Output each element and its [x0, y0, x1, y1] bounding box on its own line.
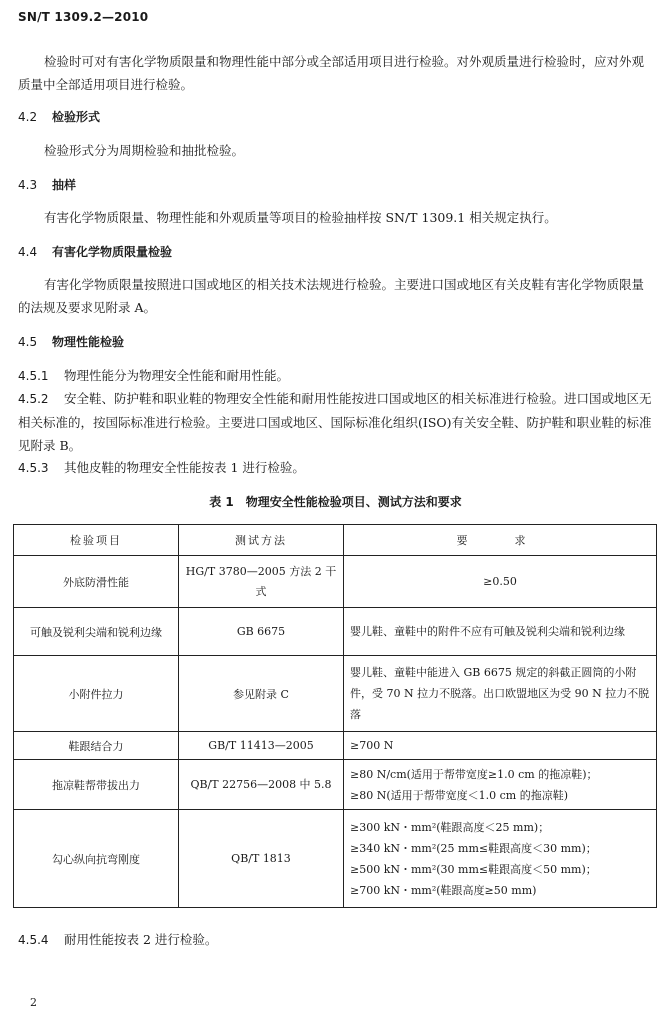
section-4-3-heading: [18, 176, 76, 193]
cell-requirement: [344, 760, 657, 810]
requirement-line: ≥700 kN・mm²(鞋跟高度≥50 mm): [350, 883, 537, 897]
cell-method: QB/T 22756—2008 中 5.8: [179, 760, 344, 810]
section-4-4-text: 有害化学物质限量按照进口国或地区的相关技术法规进行检验。主要进口国或地区有关皮鞋有害化学物质限量的法规及要求见附录 A。: [18, 277, 645, 315]
section-title: 抽样: [52, 178, 77, 192]
section-title: 物理性能检验: [52, 335, 125, 349]
intro-paragraph: 检验时可对有害化学物质限量和物理性能中部分或全部适用项目进行检验。对外观质量进行检验时，应对外观质量中全部适用项目进行检验。: [18, 54, 645, 92]
cell-method: GB/T 11413—2005: [179, 732, 344, 760]
table-header-row: [14, 525, 657, 556]
clause-text: 耐用性能按表 2 进行检验。: [64, 932, 218, 947]
cell-requirement: [344, 810, 657, 908]
cell-requirement: ≥0.50: [344, 556, 657, 608]
section-title: 有害化学物质限量检验: [52, 245, 173, 259]
cell-item: 外底防滑性能: [14, 556, 179, 608]
clause-text: 其他皮鞋的物理安全性能按表 1 进行检验。: [64, 460, 305, 475]
section-number: 4.2: [18, 110, 38, 124]
section-4-2-heading: [18, 108, 100, 125]
clause-text: 安全鞋、防护鞋和职业鞋的物理安全性能和耐用性能按进口国或地区的相关标准进行检验。进口国或地区无相关标准的，按国际标准进行检验。主要进口国或地区、国际标准化组织(ISO)有关安全鞋、防护鞋和职业鞋的标准见附录 B。: [18, 391, 652, 453]
cell-method: HG/T 3780—2005 方法 2 干式: [179, 556, 344, 608]
clause-4-5-4: [18, 928, 655, 952]
table-row: [14, 732, 657, 760]
section-number: 4.5: [18, 335, 38, 349]
table-row: [14, 556, 657, 608]
clause-4-5-1: [18, 364, 655, 388]
page-number: 2: [30, 996, 37, 1009]
clause-4-5-3: [18, 456, 655, 480]
cell-item: 小附件拉力: [14, 656, 179, 732]
section-title: 检验形式: [52, 110, 101, 124]
cell-item: 鞋跟结合力: [14, 732, 179, 760]
clause-number: 4.5.3: [18, 461, 49, 475]
section-4-5-heading: [18, 333, 124, 350]
physical-safety-table: [13, 524, 657, 908]
cell-requirement: 婴儿鞋、童鞋中能进入 GB 6675 规定的斜截正圆筒的小附件，受 70 N 拉力不脱落。出口欧盟地区为受 90 N 拉力不脱落: [344, 656, 657, 732]
cell-method: GB 6675: [179, 608, 344, 656]
clause-4-5-2: [18, 387, 655, 457]
section-number: 4.3: [18, 178, 38, 192]
cell-requirement: 婴儿鞋、童鞋中的附件不应有可触及锐利尖端和锐利边缘: [344, 608, 657, 656]
clause-number: 4.5.2: [18, 392, 49, 406]
cell-method: QB/T 1813: [179, 810, 344, 908]
table-caption: 表 1 物理安全性能检验项目、测试方法和要求: [209, 495, 462, 509]
table-row: [14, 810, 657, 908]
cell-item: 勾心纵向抗弯刚度: [14, 810, 179, 908]
cell-item: 可触及锐利尖端和锐利边缘: [14, 608, 179, 656]
table-row: [14, 656, 657, 732]
section-number: 4.4: [18, 245, 38, 259]
section-4-4-heading: [18, 243, 172, 260]
table-row: [14, 760, 657, 810]
header-requirement: 要 求: [344, 525, 657, 556]
requirement-line: ≥340 kN・mm²(25 mm≤鞋跟高度＜30 mm)；: [350, 841, 597, 855]
requirement-line: ≥80 N(适用于帮带宽度＜1.0 cm 的拖凉鞋): [350, 788, 568, 802]
clause-text: 物理性能分为物理安全性能和耐用性能。: [64, 368, 290, 383]
clause-number: 4.5.1: [18, 369, 49, 383]
requirement-line: ≥500 kN・mm²(30 mm≤鞋跟高度＜50 mm)；: [350, 862, 597, 876]
clause-number: 4.5.4: [18, 933, 49, 947]
table-row: [14, 608, 657, 656]
standard-code-header: SN/T 1309.2—2010: [18, 10, 149, 24]
cell-item: 拖凉鞋帮带拔出力: [14, 760, 179, 810]
requirement-line: ≥80 N/cm(适用于帮带宽度≥1.0 cm 的拖凉鞋)；: [350, 767, 598, 781]
cell-requirement: ≥700 N: [344, 732, 657, 760]
header-item: 检验项目: [14, 525, 179, 556]
section-4-2-text: 检验形式分为周期检验和抽批检验。: [44, 143, 245, 158]
requirement-line: ≥300 kN・mm²(鞋跟高度＜25 mm)；: [350, 820, 550, 834]
cell-method: 参见附录 C: [179, 656, 344, 732]
section-4-3-text: 有害化学物质限量、物理性能和外观质量等项目的检验抽样按 SN/T 1309.1 相关规定执行。: [44, 210, 557, 225]
header-method: 测试方法: [179, 525, 344, 556]
